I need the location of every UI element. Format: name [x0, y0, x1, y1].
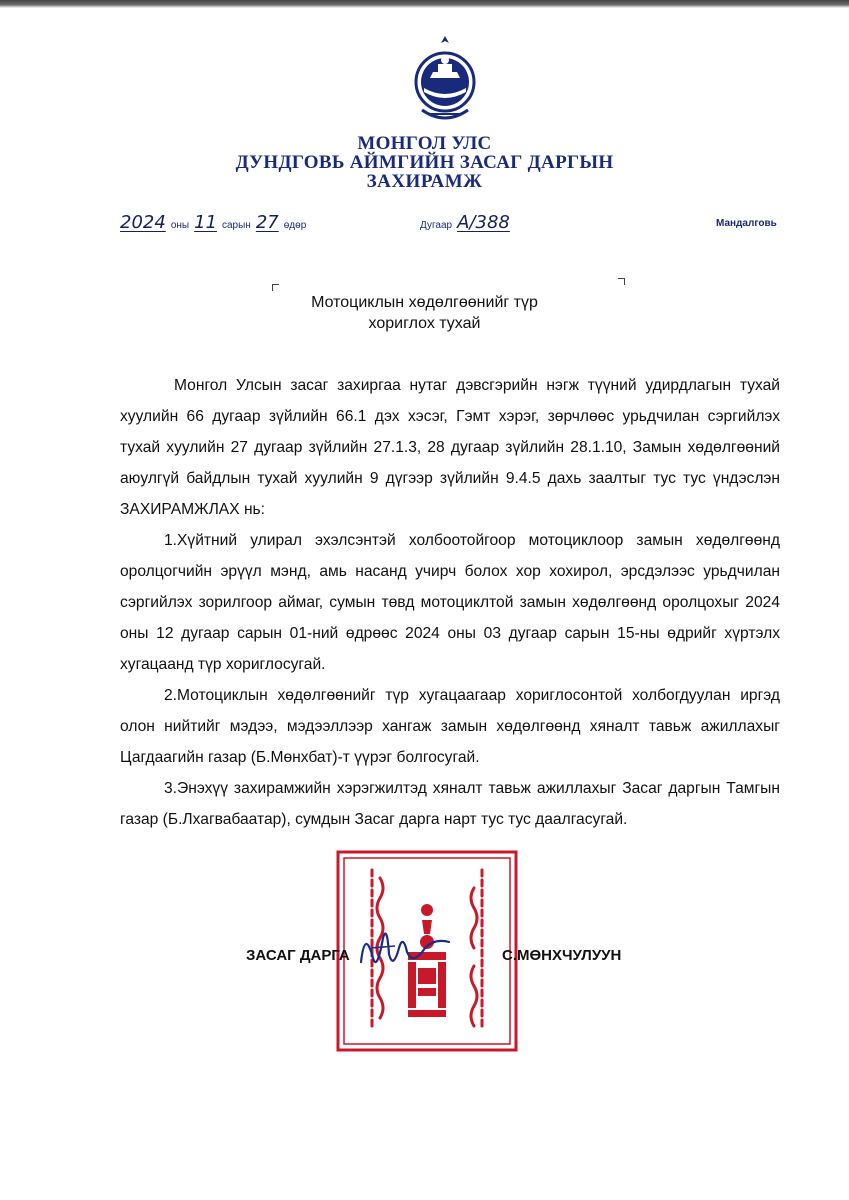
state-emblem-icon	[414, 34, 476, 126]
date-month-suffix: сарын	[222, 220, 251, 231]
subject-line-1: Мотоциклын хөдөлгөөнийг түр	[311, 294, 538, 311]
header-doc-type: ЗАХИРАМЖ	[366, 171, 483, 192]
header-country: МОНГОЛ УЛС	[357, 133, 492, 154]
subject-corner-left	[272, 284, 279, 291]
place: Мандалговь	[716, 218, 777, 229]
item-1: 1.Хүйтний улирал эхэлсэнтэй холбоотойгоор мотоциклоор замын хөдөлгөөнд оролцогчийн эрүүл мэнд, амь насанд учирч болох хор хохирол, эрсдэлээс урьдчилан сэргийлэх зорилгоор аймаг, сумын төвд мотоциклтой замын хөдөлгөөнд оролцохыг 2024 оны 12 дугаар сарын 01-ний өдрөөс 2024 оны 03 дугаар сарын 15-ны өдрийг хүртэлх хугацаанд түр хориглосугай.	[120, 532, 780, 673]
handwritten-signature-icon	[355, 918, 455, 978]
scan-edge	[0, 0, 849, 8]
item-3: 3.Энэхүү захирамжийн хэрэгжилтэд хяналт тавьж ажиллахыг Засаг даргын Тамгын газар (Б.Лхагвабаатар), сумдын Засаг дарга нарт тус тус даалгасугай.	[120, 780, 780, 828]
signer-name: С.МӨНХЧУЛУУН	[502, 947, 622, 964]
date-year: 2024	[120, 212, 166, 233]
date-year-suffix: оны	[170, 220, 190, 231]
date-line	[120, 212, 306, 233]
date-month: 11	[194, 212, 217, 233]
subject	[0, 292, 849, 334]
subject-line-2: хориглох тухай	[368, 315, 481, 332]
signer-title: ЗАСАГ ДАРГА	[246, 947, 350, 964]
date-day-suffix: өдөр	[283, 220, 307, 231]
number-line	[420, 212, 510, 233]
item-2: 2.Мотоциклын хөдөлгөөнийг түр хугацаагаар хориглосонтой холбогдуулан иргэд олон нийтийг мэдээ, мэдээллээр хангаж замын хөдөлгөөнд хяналт тавьж ажиллахыг Цагдаагийн газар (Б.Мөнхбат)-т үүрэг болгосугай.	[120, 687, 780, 766]
number-label: Дугаар	[420, 220, 453, 231]
document-number: А/388	[457, 212, 510, 233]
header-authority: ДУНДГОВЬ АЙМГИЙН ЗАСАГ ДАРГЫН	[235, 152, 614, 173]
body	[120, 370, 780, 835]
date-day: 27	[255, 212, 279, 233]
preamble: Монгол Улсын засаг захиргаа нутаг дэвсгэрийн нэгж түүний удирдлагын тухай хуулийн 66 дугаар зүйлийн 66.1 дэх хэсэг, Гэмт хэрэг, зөрчлөөс урьдчилан сэргийлэх тухай хуулийн 27 дугаар зүйлийн 27.1.3, 28 дугаар зүйлийн 28.1.10, Замын хөдөлгөөний аюулгүй байдлын тухай хуулийн 9 дүгээр зүйлийн 9.4.5 дахь заалтыг тус тус үндэслэн ЗАХИРАМЖЛАХ нь:	[120, 377, 780, 518]
subject-corner-right	[618, 278, 625, 285]
